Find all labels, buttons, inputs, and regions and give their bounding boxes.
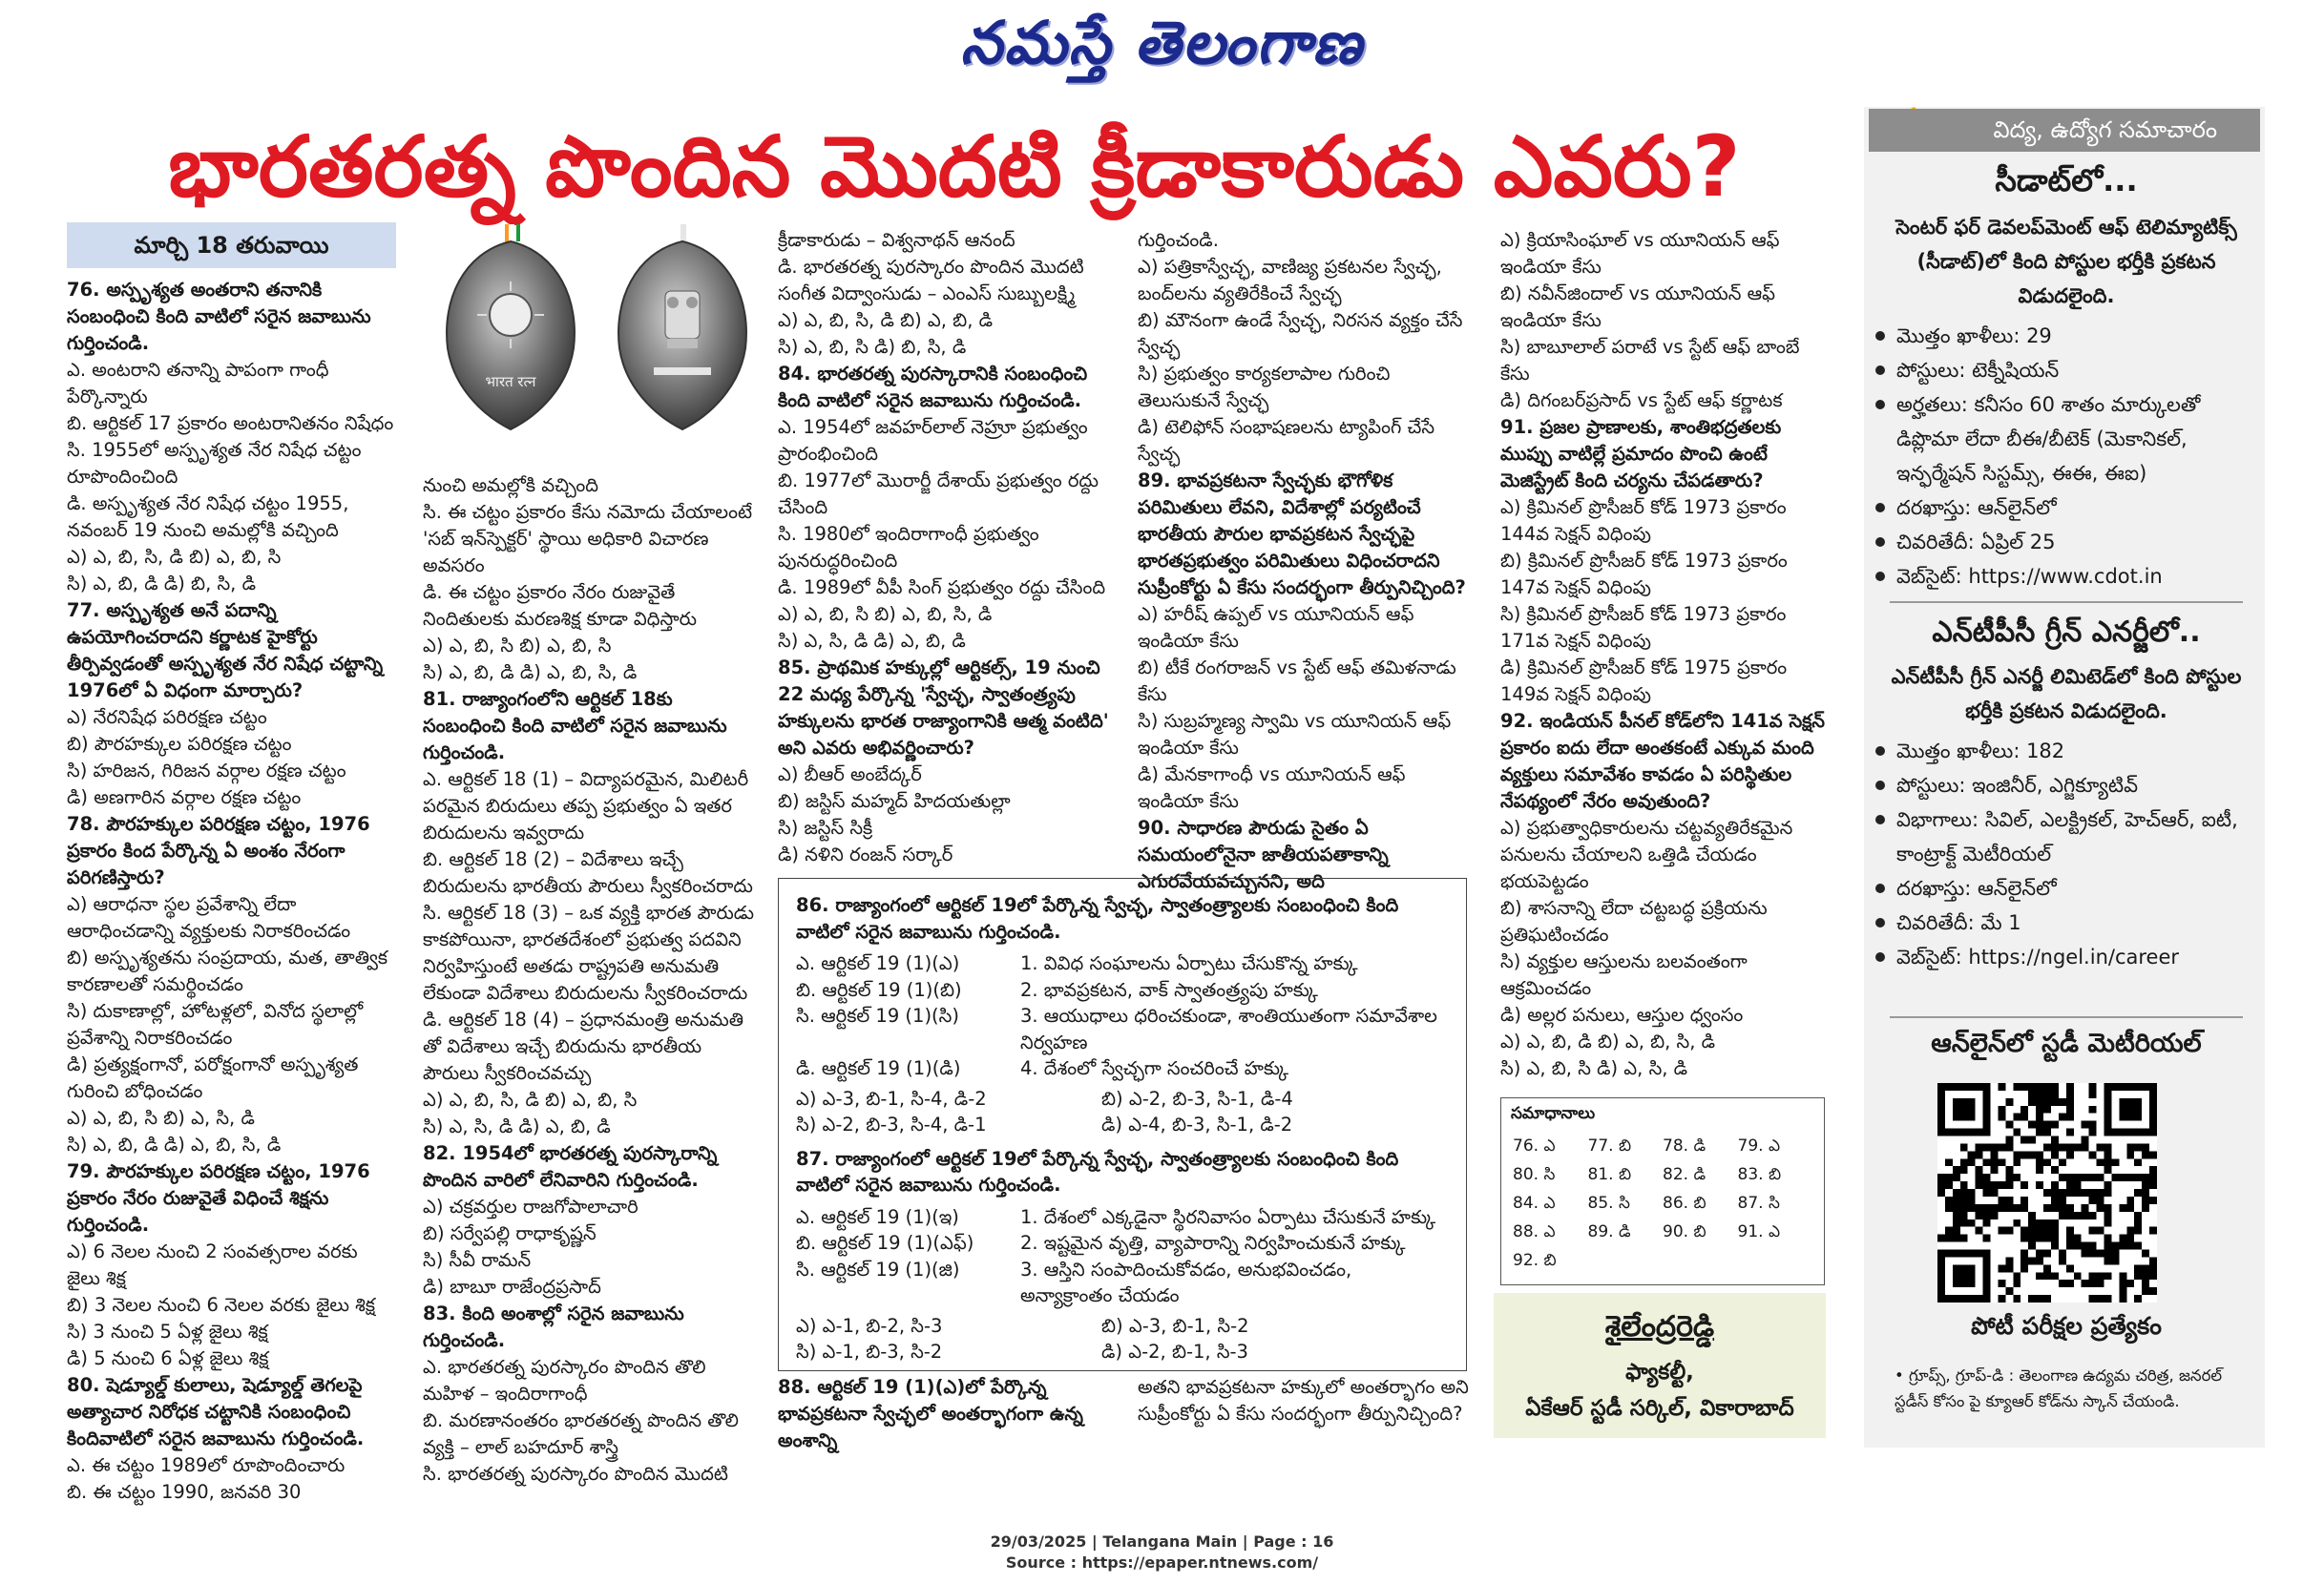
option-text: సి) వ్యక్తుల ఆస్తులను బలవంతంగా ఆక్రమించడం [1500,950,1748,999]
bharat-ratna-medal-front [434,224,587,434]
option-text: బి. ఆర్టికల్ 18 (2) – విదేశాలు ఇచ్చే బిరుదులను భారతీయ పౌరులు స్వీకరించరాదు [423,848,753,897]
option-text: డి) దిగంబర్‌ప్రసాద్ vs స్టేట్ ఆఫ్ కర్ణాటక [1500,389,1783,411]
option-text: బి) జస్టిస్ మహ్మద్ హిదయతుల్లా [778,790,1011,812]
option-text: ఎ. ఆర్టికల్ 18 (1) – విద్యాపరమైన, మిలిటరీ పరమైన బిరుదులు తప్ప ప్రభుత్వం ఏ ఇతర బిరుదులను ఇవ్వరాదు [423,768,749,844]
job-detail-text: చివరితేదీ: మే 1 [1896,911,2021,934]
job1-desc: సెంటర్ ఫర్ డెవలప్‌మెంట్ ఆఫ్ టెలిమ్యాటిక్స్ (సీడాట్)లో కింది పోస్టుల భర్తీకి ప్రకటన విడుదలైంది. [1895,216,2237,307]
question-text: 90. సాధారణ పౌరుడు సైతం ఏ సమయంలోనైనా జాతీయపతాకాన్ని ఎగురవేయవచ్చునని, అది [1138,817,1389,892]
option-text: డి) టెలిఫోన్ సంభాషణలను ట్యాపింగ్ చేసే స్వేచ్ఛ [1138,416,1435,465]
option-text: సి) జస్టిస్ సిక్రీ [778,817,873,839]
bullet-icon [1875,572,1885,581]
option-text: బి) అస్పృశ్యతను సంప్రదాయ, మత, తాత్విక కారణాలతో సమర్థించడం [67,947,388,995]
option-text: ఎ) ఆరాధనా స్థల ప్రవేశాన్ని లేదా ఆరాధించడాన్ని వ్యక్తులకు నిరాకరించడం [67,893,351,942]
section-tag: మార్చి 18 తరువాయి [67,222,396,268]
option-text: బి) 3 నెలల నుంచి 6 నెలల వరకు జైలు శిక్ష [67,1294,376,1316]
match-right: 2. భావప్రకటన, వాక్ స్వాతంత్ర్యపు హక్కు [1020,978,1318,1001]
question-text: 83. కింది అంశాల్లో సరైన జవాబును గుర్తించండి. [423,1303,684,1351]
job-detail-item [1875,525,2257,559]
qr-code-icon[interactable] [1937,1083,2157,1303]
option-text: బి) సర్వేపల్లి రాధాకృష్ణన్ [423,1222,597,1244]
option-text: సి) ఎ, సి, డి డి) ఎ, బి, డి [423,1115,611,1137]
question-text: 92. ఇండియన్ పీనల్ కోడ్‌లోని 141వ సెక్షన్ ప్రకారం ఐదు లేదా అంతకంటే ఎక్కువ మంది వ్యక్తులు సమావేశం కావడం ఏ పరిస్థితుల నేపథ్యంలో నేరం అవుతుంది? [1500,710,1825,812]
option-text: ఎ) ఎ, బి, సి బి) ఎ, బి, సి [423,635,612,657]
option-text: బి) పౌరహక్కుల పరిరక్షణ చట్టం [67,733,292,755]
job-detail-text: అర్హతలు: కనీసం 60 శాతం మార్కులతో డిప్లొమా లేదా బీఈ/బీటెక్ (మెకానికల్, ఇన్ఫర్మేషన్ సిస్టమ్స్, ఈఈ, ఈఐ) [1896,393,2201,485]
option-text: సి) ఎ, బి, సి డి) బి, సి, డి [778,336,967,358]
option-text: క్రీడాకారుడు – విశ్వనాథన్ ఆనంద్ [778,229,1015,251]
question-86: 86. రాజ్యాంగంలో ఆర్టికల్ 19లో పేర్కొన్న స్వేచ్ఛ, స్వాతంత్ర్యాలకు సంబంధించి కింది వాటిలో సరైన జవాబును గుర్తించండి. [796,894,1399,943]
option-text: సి. భారతరత్న పురస్కారం పొందిన మొదటి [423,1463,728,1485]
match-right: 2. ఇష్టమైన వృత్తి, వ్యాపారాన్ని నిర్వహించుకునే హక్కు [1020,1232,1406,1254]
question-text: 77. అస్పృశ్యత అనే పదాన్ని ఉపయోగించరాదని కర్ణాటక హైకోర్టు తీర్పివ్వడంతో అస్పృశ్యత నేర నిషేధ చట్టాన్ని 1976లో ఏ విధంగా మార్చారు? [67,599,384,701]
answer-item: 88. ఎ [1513,1222,1556,1241]
match-right: బి) ఎ-3, బి-1, సి-2 [1101,1314,1249,1337]
option-text: ఎ) ఎ, బి, సి బి) ఎ, బి, సి, డి [778,603,993,625]
bullet-icon [1875,365,1885,375]
bullet-icon [1875,815,1885,824]
answer-item: 84. ఎ [1513,1194,1556,1213]
match-left: సి) ఎ-2, బి-3, సి-4, డి-1 [796,1114,987,1136]
match-right: డి) ఎ-4, బి-3, సి-1, డి-2 [1101,1114,1293,1136]
job-detail-text: మొత్తం ఖాళీలు: 29 [1896,324,2052,347]
job-detail-text: చివరితేదీ: ఏప్రిల్ 25 [1896,531,2056,553]
author-box [1494,1293,1826,1438]
match-left: బి. ఆర్టికల్ 19 (1)(ఎఫ్) [796,1232,974,1254]
job-detail-text: పోస్టులు: ఇంజినీర్, ఎగ్జిక్యూటివ్ [1896,774,2139,797]
job-detail-item [1875,940,2257,974]
column-2 [423,472,757,1488]
study-material-subtitle: పోటీ పరీక్షల ప్రత్యేకం [1971,1312,2162,1340]
question-text: 80. షెడ్యూల్డ్ కులాలు, షెడ్యూల్డ్ తెగలపై అత్యాచార నిరోధక చట్టానికి సంబంధించి కిందివాటిలో సరైన జవాబును గుర్తించండి. [67,1374,365,1449]
option-text: ఎ) పత్రికాస్వేచ్ఛ, వాణిజ్య ప్రకటనల స్వేచ్ఛ, బంద్‌లను వ్యతిరేకించే స్వేచ్ఛ [1138,256,1442,304]
match-left: సి. ఆర్టికల్ 19 (1)(సి) [796,1005,959,1027]
question-88 [778,1374,1112,1454]
answer-item: 82. డి [1663,1165,1706,1184]
option-text: డి) మేనకాగాంధీ vs యూనియన్ ఆఫ్ ఇండియా కేసు [1138,763,1406,812]
option-text: బి) టీకే రంగరాజన్ vs స్టేట్ ఆఫ్ తమిళనాడు కేసు [1138,657,1456,705]
match-left: ఎ. ఆర్టికల్ 19 (1)(ఇ) [796,1205,959,1228]
match-right: బి) ఎ-2, బి-3, సి-1, డి-4 [1101,1087,1293,1110]
bullet-icon [1875,331,1885,341]
option-row [796,1112,1449,1138]
option-text: సి) బాబూలాల్ పరాటే vs స్టేట్ ఆఫ్ బాంబే కేసు [1500,336,1800,385]
answer-item: 91. ఎ [1737,1222,1781,1241]
option-text: డి) నళిని రంజన్ సర్కార్ [778,844,953,865]
match-right: 4. దేశంలో స్వేచ్ఛగా సంచరించే హక్కు [1020,1057,1289,1079]
match-left: సి) ఎ-1, బి-3, సి-2 [796,1341,943,1363]
match-right: 3. ఆస్తిని సంపాదించుకోవడం, అనుభవించడం, అన్యాక్రాంతం చేయడం [1020,1258,1352,1306]
option-text: ఎ) ఎ, బి, సి బి) ఎ, సి, డి [67,1107,255,1129]
option-text: సి. 1955లో అస్పృశ్యత నేర నిషేధ చట్టం రూపొందించింది [67,439,362,488]
option-text: సి) 3 నుంచి 5 ఏళ్ల జైలు శిక్ష [67,1321,268,1343]
option-text: సి) దుకాణాల్లో, హోటళ్లలో, వినోద స్థలాల్లో ప్రవేశాన్ని నిరాకరించడం [67,1000,364,1049]
option-text: సి. ఆర్టికల్ 18 (3) – ఒక వ్యక్తి భారత పౌరుడు కాకపోయినా, భారతదేశంలో ప్రభుత్వ పదవిని నిర్వహిస్తుంటే అతడు రాష్ట్రపతి అనుమతి లేకుండా విదేశాలు బిరుదులను స్వీకరించరాదు [423,902,754,1004]
option-text: బి. ఈ చట్టం 1990, జనవరి 30 [67,1481,302,1503]
sidebar-divider [1890,601,2243,603]
option-text: ఎ) క్రియాసింఘాల్ vs యూనియన్ ఆఫ్ ఇండియా కేసు [1500,229,1780,278]
author-org: ఏకేఆర్ స్టడీ సర్కిల్, వికారాబాద్ [1525,1396,1794,1421]
option-text: డి) క్రిమినల్ ప్రొసీజర్ కోడ్ 1975 ప్రకారం 149వ సెక్షన్ విధింపు [1500,657,1788,705]
job-detail-item [1875,387,2257,490]
bullet-icon [1875,781,1885,790]
answer-item: 86. బి [1663,1194,1706,1213]
bullet-icon [1875,918,1885,927]
option-text: బి) క్రిమినల్ ప్రొసీజర్ కోడ్ 1973 ప్రకారం 147వ సెక్షన్ విధింపు [1500,550,1788,598]
question-88-continued [1138,1374,1472,1428]
column-3 [778,227,1112,868]
option-text: సి) ఎ, బి, డి డి) ఎ, బి, సి, డి [67,1134,282,1156]
answer-item: 77. బి [1587,1136,1632,1156]
option-text: ఎ. భారతరత్న పురస్కారం పొందిన తొలి మహిళ – ఇందిరాగాంధీ [423,1356,706,1405]
question-text: 78. పౌరహక్కుల పరిరక్షణ చట్టం, 1976 ప్రకారం కింద పేర్కొన్న ఏ అంశం నేరంగా పరిగణిస్తారు? [67,813,370,888]
answer-item: 83. బి [1737,1165,1782,1184]
option-text: సి. 1980లో ఇందిరాగాంధీ ప్రభుత్వం పునరుద్ధరించింది [778,523,1039,572]
sidebar-header [1869,109,2260,152]
option-text: సి) క్రిమినల్ ప్రొసీజర్ కోడ్ 1973 ప్రకారం 171వ సెక్షన్ విధింపు [1500,603,1787,652]
bullet-icon [1875,503,1885,512]
option-text: బి) శాసనాన్ని లేదా చట్టబద్ధ ప్రక్రియను ప్రతిఘటించడం [1500,897,1768,946]
match-left: ఎ) ఎ-1, బి-2, సి-3 [796,1314,943,1337]
job-detail-item [1875,871,2257,906]
page-footer [0,1532,2324,1574]
column-5 [1500,227,1830,1082]
option-text: ఎ) హరీష్ ఉప్పల్ vs యూనియన్ ఆఫ్ ఇండియా కేసు [1138,603,1414,652]
answer-item: 78. డి [1663,1136,1706,1156]
option-text: సి) ఎ, బి, డి డి) ఎ, బి, సి, డి [423,661,638,683]
option-text: సి) సీవీ రామన్ [423,1249,532,1271]
question-88-text: 88. ఆర్టికల్ 19 (1)(ఎ)లో పేర్కొన్న భావప్రకటనా స్వేచ్ఛలో అంతర్భాగంగా ఉన్న అంశాన్ని [778,1376,1083,1451]
option-text: ఎ. అంటరాని తనాన్ని పాపంగా గాంధీ పేర్కొన్నారు [67,359,329,407]
bullet-icon [1875,537,1885,547]
option-text: గుర్తించండి. [1138,229,1219,251]
option-text: సి) సుబ్రహ్మణ్య స్వామి vs యూనియన్ ఆఫ్ ఇండియా కేసు [1138,710,1452,759]
answer-item: 80. సి [1513,1165,1556,1184]
job-detail-item [1875,906,2257,940]
author-name: శైలేంద్రరెడ్డి [1604,1310,1715,1344]
option-text: బి) నవీన్‌జిందాల్ vs యూనియన్ ఆఫ్ ఇండియా కేసు [1500,282,1776,331]
bullet-icon [1875,884,1885,893]
footer-source: Source : https://epaper.ntnews.com/ [1005,1553,1319,1572]
job-notice-cdot [1875,162,2257,594]
option-text: డి. భారతరత్న పురస్కారం పొందిన మొదటి సంగీత విద్వాంసుడు – ఎంఎస్ సుబ్బులక్ష్మి [778,256,1084,304]
option-row [796,1313,1449,1340]
match-row [796,977,1449,1004]
job-detail-text: దరఖాస్తు: ఆన్‌లైన్‌లో [1896,496,2057,519]
bharat-ratna-medal-back [606,224,759,434]
job-detail-text: వెబ్‌సైట్: https://ngel.in/career [1896,946,2180,969]
question-text: 85. ప్రాథమిక హక్కుల్లో ఆర్టికల్స్, 19 నుంచి 22 మధ్య పేర్కొన్న 'స్వేచ్ఛ, స్వాతంత్ర్యపు హక్కులను భారత రాజ్యాంగానికి ఆత్మ వంటిది' అని ఎవరు అభివర్ణించారు? [778,657,1109,759]
job-detail-item [1875,353,2257,387]
match-right: 1. దేశంలో ఎక్కడైనా స్థిరనివాసం ఏర్పాటు చేసుకునే హక్కు [1020,1205,1436,1228]
column-1 [67,277,396,1506]
option-text: సి) హరిజన, గిరిజన వర్గాల రక్షణ చట్టం [67,760,346,782]
match-right: డి) ఎ-2, బి-1, సి-3 [1101,1341,1248,1363]
answers-box [1500,1097,1825,1285]
option-text: డి) 5 నుంచి 6 ఏళ్ల జైలు శిక్ష [67,1347,269,1369]
option-text: సి) ఎ, బి, సి డి) ఎ, సి, డి [1500,1057,1688,1079]
question-text: 84. భారతరత్న పురస్కారానికి సంబంధించి కింది వాటిలో సరైన జవాబును గుర్తించండి. [778,363,1088,411]
answer-item: 79. ఎ [1737,1136,1781,1156]
bullet-icon [1875,746,1885,756]
option-text: సి) ఎ, సి, డి డి) ఎ, బి, డి [778,630,966,652]
option-text: డి) ప్రత్యక్షంగానో, పరోక్షంగానో అస్పృశ్యత గురించి బోధించడం [67,1053,359,1102]
question-text: 82. 1954లో భారతరత్న పురస్కారాన్ని పొందిన వారిలో లేనివారిని గుర్తించండి. [423,1142,718,1191]
job-detail-item [1875,802,2257,871]
job-notice-ngel [1875,615,2257,974]
question-text: 91. ప్రజల ప్రాణాలకు, శాంతిభద్రతలకు ముప్పు వాటిల్లే ప్రమాదం పొంచి ఉంటే మెజిస్ట్రేట్ కింది చర్యను చేపడతారు? [1500,416,1782,491]
option-text: సి) ఎ, బి, డి డి) బి, సి, డి [67,573,257,594]
medal-inscription: भारत रत्न [485,373,536,390]
job-detail-text: విభాగాలు: సివిల్, ఎలక్ట్రికల్, హెచ్‌ఆర్, ఐటీ, కాంట్రాక్ట్ మెటీరియల్ [1896,808,2238,865]
column-4 [1138,227,1472,895]
bullet-icon [1875,952,1885,962]
match-row [796,950,1449,977]
option-text: బి. 1977లో మొరార్జీ దేశాయ్ ప్రభుత్వం రద్దు చేసింది [778,469,1099,518]
option-text: డి) అణగారిన వర్గాల రక్షణ చట్టం [67,786,302,808]
job-detail-text: మొత్తం ఖాళీలు: 182 [1896,740,2065,762]
footer-date-page: 29/03/2025 | Telangana Main | Page : 16 [990,1532,1334,1551]
option-text: ఎ) ఎ, బి, సి, డి బి) ఎ, బి, సి [423,1089,638,1111]
option-text: ఎ) నేరనిషేధ పరిరక్షణ చట్టం [67,706,267,728]
match-left: ఎ. ఆర్టికల్ 19 (1)(ఎ) [796,952,960,974]
answers-title: సమాధానాలు [1511,1104,1596,1123]
bullet-icon [1875,400,1885,409]
match-right: 3. ఆయుధాలు ధరించకుండా, శాంతియుతంగా సమావేశాల నిర్వహణ [1020,1005,1438,1053]
job-detail-text: దరఖాస్తు: ఆన్‌లైన్‌లో [1896,877,2057,900]
answer-item: 90. బి [1663,1222,1706,1241]
answer-item: 89. డి [1587,1222,1631,1241]
job-detail-text: పోస్టులు: టెక్నీషియన్ [1896,359,2060,382]
job2-title: ఎన్‌టీపీసీ గ్రీన్ ఎనర్జీలో.. [1932,615,2201,649]
match-right: 1. వివిధ సంఘాలను ఏర్పాటు చేసుకొన్న హక్కు [1020,952,1358,974]
sidebar-divider [1890,1016,2243,1018]
match-row [796,1003,1449,1055]
option-text: నుంచి అమల్లోకి వచ్చింది [423,474,598,496]
option-text: ఎ) బీఆర్ అంబేద్కర్ [778,763,922,785]
job1-title: సీడాట్‌లో... [1995,162,2138,198]
option-text: బి. మరణానంతరం భారతరత్న పొందిన తొలి వ్యక్తి – లాల్ బహదూర్ శాస్త్రి [423,1409,739,1458]
option-text: డి. 1989లో వీపీ సింగ్ ప్రభుత్వం రద్దు చేసింది [778,576,1106,598]
option-text: ఎ) ప్రభుత్వాధికారులను చట్టవ్యతిరేకమైన పనులను చేయాలని ఒత్తిడి చేయడం భయపెట్టడం [1500,817,1793,892]
job2-desc: ఎన్‌టీపీసీ గ్రీన్ ఎనర్జీ లిమిటెడ్‌లో కింది పోస్టుల భర్తీకి ప్రకటన విడుదలైంది. [1891,665,2242,722]
question-text: 89. భావప్రకటనా స్వేచ్ఛకు భౌగోళిక పరిమితులు లేవని, విదేశాల్లో పర్యటించే భారతీయ పౌరుల భావప్రకటన స్వేచ్ఛపై భారతప్రభుత్వం పరిమితులు విధించరాదని సుప్రీంకోర్టు ఏ కేసు సందర్భంగా తీర్పునిచ్చింది? [1138,469,1466,598]
job-detail-item [1875,734,2257,768]
option-row [796,1339,1449,1365]
option-text: ఎ. ఈ చట్టం 1989లో రూపొందించారు [67,1454,345,1476]
job-detail-item [1875,319,2257,353]
match-row [796,1230,1449,1257]
answer-item: 76. ఎ [1513,1136,1556,1156]
option-text: ఎ) 6 నెలల నుంచి 2 సంవత్సరాల వరకు జైలు శిక్ష [67,1240,358,1289]
question-text: 76. అస్పృశ్యత అంతరాని తనానికి సంబంధించి కింది వాటిలో సరైన జవాబును గుర్తించండి. [67,279,371,354]
option-text: ఎ) ఎ, బి, సి, డి బి) ఎ, బి, డి [778,309,994,331]
option-text: బి. ఆర్టికల్ 17 ప్రకారం అంటరానితనం నిషేధం [67,412,394,434]
match-row [796,1204,1449,1231]
option-text: డి. అస్పృశ్యత నేర నిషేధ చట్టం 1955, నవంబర్ 19 నుంచి అమల్లోకి వచ్చింది [67,492,349,541]
question-87: 87. రాజ్యాంగంలో ఆర్టికల్ 19లో పేర్కొన్న స్వేచ్ఛ, స్వాతంత్ర్యాలకు సంబంధించి కింది వాటిలో సరైన జవాబును గుర్తించండి. [796,1147,1399,1196]
question-box-86-87 [778,878,1467,1371]
option-text: డి) అల్లర పనులు, ఆస్తుల ధ్వంసం [1500,1004,1744,1026]
match-left: బి. ఆర్టికల్ 19 (1)(బి) [796,978,962,1001]
answer-item: 81. బి [1587,1165,1632,1184]
option-text: ఎ) ఎ, బి, సి, డి బి) ఎ, బి, సి [67,546,282,568]
sidebar-header-text: విద్య, ఉద్యోగ సమాచారం [1993,116,2217,143]
match-row [796,1055,1449,1082]
job-detail-item [1875,490,2257,525]
option-text: డి) బాబూ రాజేంద్రప్రసాద్ [423,1276,601,1298]
headline: భారతరత్న పొందిన మొదటి క్రీడాకారుడు ఎవరు? [168,117,1741,216]
job-detail-item [1875,768,2257,802]
option-row [796,1086,1449,1113]
option-text: ఎ) క్రిమినల్ ప్రొసీజర్ కోడ్ 1973 ప్రకారం 144వ సెక్షన్ విధింపు [1500,496,1787,545]
option-text: సి. ఈ చట్టం ప్రకారం కేసు నమోదు చేయాలంటే 'సబ్ ఇన్‌స్పెక్టర్' స్థాయి అధికారి విచారణ అవసరం [423,501,753,576]
question-text: 79. పౌరహక్కుల పరిరక్షణ చట్టం, 1976 ప్రకారం నేరం రుజువైతే విధించే శిక్షను గుర్తించండి. [67,1160,370,1236]
option-text: సి) ప్రభుత్వం కార్యకలాపాల గురించి తెలుసుకునే స్వేచ్ఛ [1138,363,1391,411]
match-left: ఎ) ఎ-3, బి-1, సి-4, డి-2 [796,1087,987,1110]
match-left: డి. ఆర్టికల్ 19 (1)(డి) [796,1057,961,1079]
option-text: డి. ఆర్టికల్ 18 (4) – ప్రధానమంత్రి అనుమతి తో విదేశాలు ఇచ్చే బిరుదును భారతీయ పౌరులు స్వీకరించవచ్చు [423,1009,744,1084]
option-text: బి) మౌనంగా ఉండే స్వేచ్ఛ, నిరసన వ్యక్తం చేసే స్వేచ్ఛ [1138,309,1463,358]
answer-item: 85. సి [1587,1194,1630,1213]
job-detail-item [1875,559,2257,594]
question-text: 81. రాజ్యాంగంలోని ఆర్టికల్ 18కు సంబంధించి కింది వాటిలో సరైన జవాబును గుర్తించండి. [423,688,727,763]
study-material-title: ఆన్‌లైన్‌లో స్టడీ మెటీరియల్ [1931,1029,2202,1058]
author-role: ఫ్యాకల్టీ, [1625,1360,1694,1385]
study-material-note: • గ్రూప్స్, గ్రూప్-డి : తెలంగాణ ఉద్యమ చరిత్ర, జనరల్ స్టడీస్ కోసం పై క్యూఆర్ కోడ్‌ను స్కాన్ చేయండి. [1895,1366,2223,1410]
question-88-continued-text: అతని భావప్రకటనా హక్కులో అంతర్భాగం అని సుప్రీంకోర్టు ఏ కేసు సందర్భంగా తీర్పునిచ్చింది? [1138,1376,1469,1425]
option-text: ఎ) చక్రవర్తుల రాజగోపాలాచారి [423,1196,639,1218]
match-left: సి. ఆర్టికల్ 19 (1)(జి) [796,1258,960,1281]
answer-item: 87. సి [1737,1194,1780,1213]
job-detail-text: వెబ్‌సైట్: https://www.cdot.in [1896,565,2163,588]
option-text: ఎ. 1954లో జవహర్‌లాల్ నెహ్రూ ప్రభుత్వం ప్రారంభించింది [778,416,1088,465]
option-text: డి. ఈ చట్టం ప్రకారం నేరం రుజువైతే నిందితులకు మరణశిక్ష కూడా విధిస్తారు [423,581,697,630]
option-text: ఎ) ఎ, బి, డి బి) ఎ, బి, సి, డి [1500,1031,1716,1053]
masthead-logo: నమస్తే తెలంగాణ [960,8,1364,77]
match-row [796,1257,1449,1309]
answer-item: 92. బి [1513,1251,1557,1270]
